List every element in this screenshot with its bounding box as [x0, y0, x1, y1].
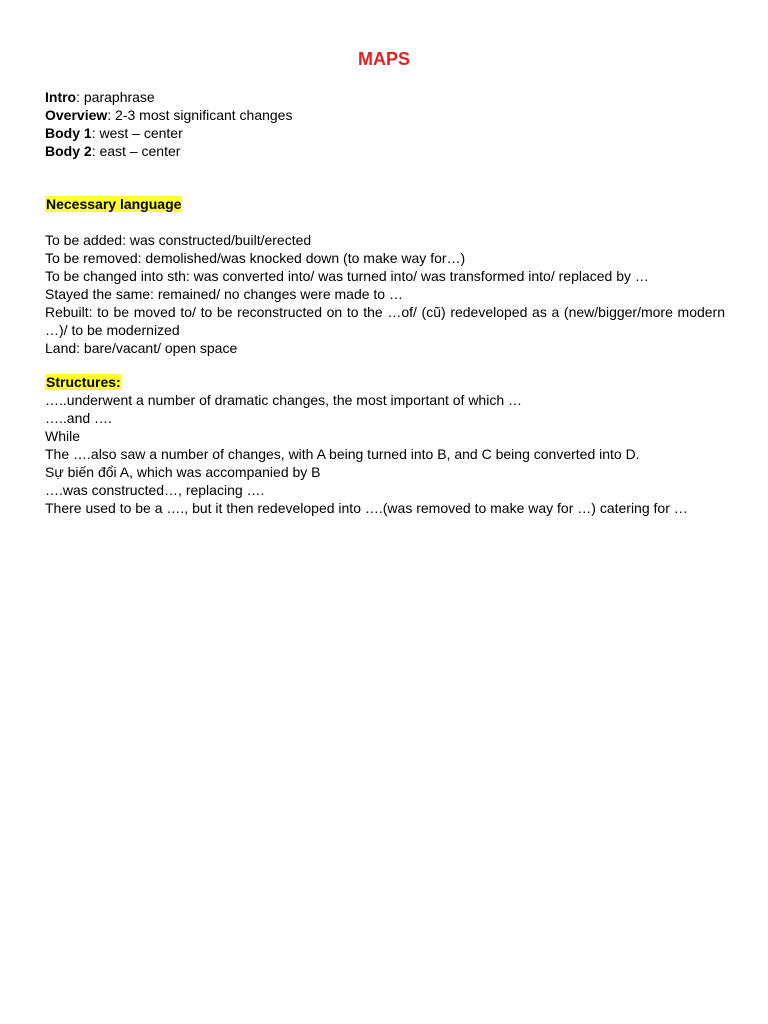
structures-line-4: The ….also saw a number of changes, with A being turned into B, and C being converted into D. [45, 446, 640, 462]
page-title: MAPS [357, 49, 410, 69]
outline-intro-text: : paraphrase [76, 89, 155, 105]
language-line-land: Land: bare/vacant/ open space [45, 340, 238, 356]
outline-overview [45, 106, 725, 124]
outline-overview-text: : 2-3 most significant changes [107, 107, 293, 123]
outline-intro-label: Intro [45, 89, 77, 105]
structures-line-5: Sự biến đổi A, which was accompanied by B [45, 464, 321, 480]
structures-section [45, 391, 725, 517]
structures-heading-row [45, 373, 725, 391]
language-line-rebuilt: Rebuilt: to be moved to/ to be reconstructed on to the …of/ (cũ) redeveloped as a (new/bigger/more modern …)/ to be modernized [45, 304, 725, 338]
outline-body-1 [45, 124, 725, 142]
outline-body-2-label: Body 2 [45, 143, 92, 159]
language-line-removed: To be removed: demolished/was knocked down (to make way for…) [45, 250, 466, 266]
language-line-changed: To be changed into sth: was converted into/ was turned into/ was transformed into/ replaced by … [45, 268, 649, 284]
outline-body-1-label: Body 1 [45, 125, 92, 141]
language-heading: Necessary language [46, 196, 182, 212]
structures-heading: Structures: [46, 374, 121, 390]
language-section [45, 231, 725, 357]
outline-overview-label: Overview [45, 107, 108, 123]
outline-body-2-text: : east – center [91, 143, 181, 159]
language-heading-row [45, 195, 725, 213]
outline-intro [45, 88, 725, 106]
structures-line-6: ….was constructed…, replacing …. [45, 482, 265, 498]
structures-line-1: …..underwent a number of dramatic changes, the most important of which … [45, 392, 523, 408]
outline-section [45, 88, 725, 160]
structures-line-2: …..and …. [45, 410, 112, 426]
structures-line-7: There used to be a …., but it then redeveloped into ….(was removed to make way for …) catering for … [45, 500, 688, 516]
language-line-added: To be added: was constructed/built/erected [45, 232, 312, 248]
language-line-same: Stayed the same: remained/ no changes were made to … [45, 286, 403, 302]
outline-body-2 [45, 142, 725, 160]
outline-body-1-text: : west – center [91, 125, 183, 141]
structures-line-3: While [45, 428, 81, 444]
